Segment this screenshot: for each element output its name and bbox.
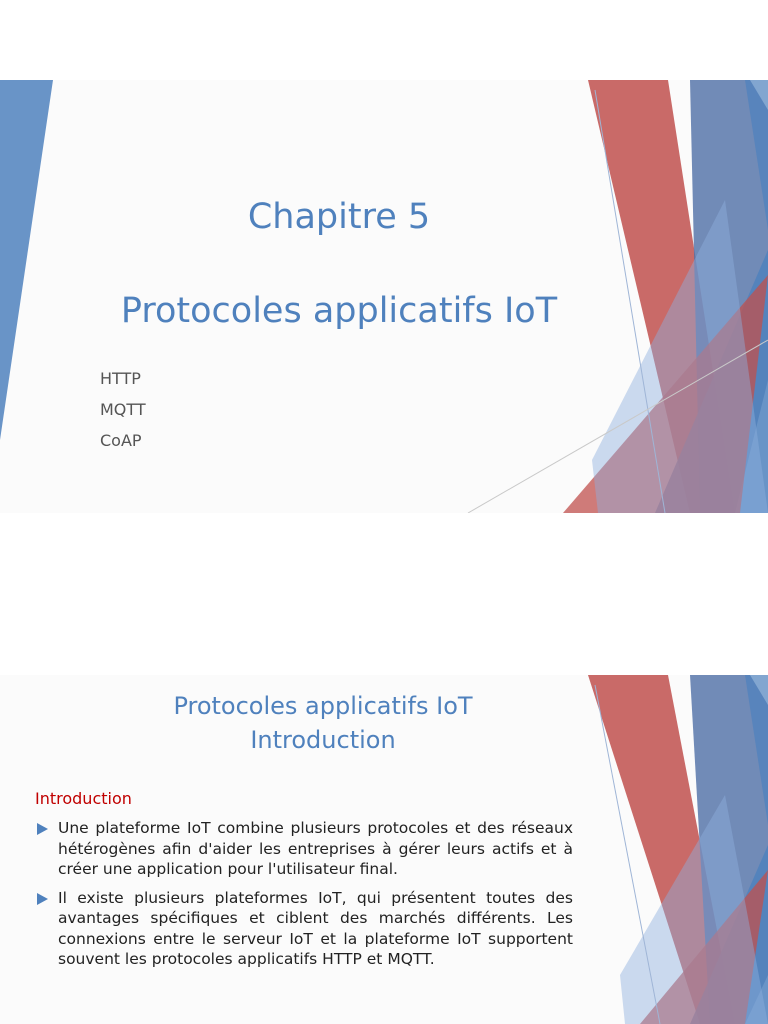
list-item: CoAP bbox=[100, 431, 142, 450]
list-item: MQTT bbox=[100, 400, 146, 419]
section-heading: Introduction bbox=[35, 789, 132, 808]
list-item bbox=[35, 888, 573, 970]
triangle-bullet-icon bbox=[37, 893, 48, 905]
list-item bbox=[35, 818, 573, 880]
list-item: HTTP bbox=[100, 369, 141, 388]
protocol-list bbox=[100, 368, 146, 461]
bullet-text: Il existe plusieurs plateformes IoT, qui présentent toutes des avantages spécifiques et ciblent des marchés différents. Les connexions entre le serveur IoT et la plateforme IoT supportent souvent les protocoles applicatifs HTTP et MQTT. bbox=[58, 888, 573, 968]
introduction-slide bbox=[0, 675, 768, 1024]
bullet-text: Une plateforme IoT combine plusieurs protocoles et des réseaux hétérogènes afin d'aider les entreprises à gérer leurs actifs et à créer une application pour l'utilisateur final. bbox=[58, 819, 573, 878]
triangle-bullet-icon bbox=[37, 823, 48, 835]
slide-title-line: Protocoles applicatifs IoT bbox=[173, 692, 473, 720]
slide-title: Protocoles applicatifs IoT bbox=[120, 291, 558, 331]
slide-title bbox=[0, 689, 646, 757]
chapter-title: Chapitre 5 bbox=[247, 197, 431, 237]
slide-subtitle-line: Introduction bbox=[250, 726, 396, 754]
title-slide bbox=[0, 80, 768, 513]
bullet-list bbox=[35, 818, 573, 978]
